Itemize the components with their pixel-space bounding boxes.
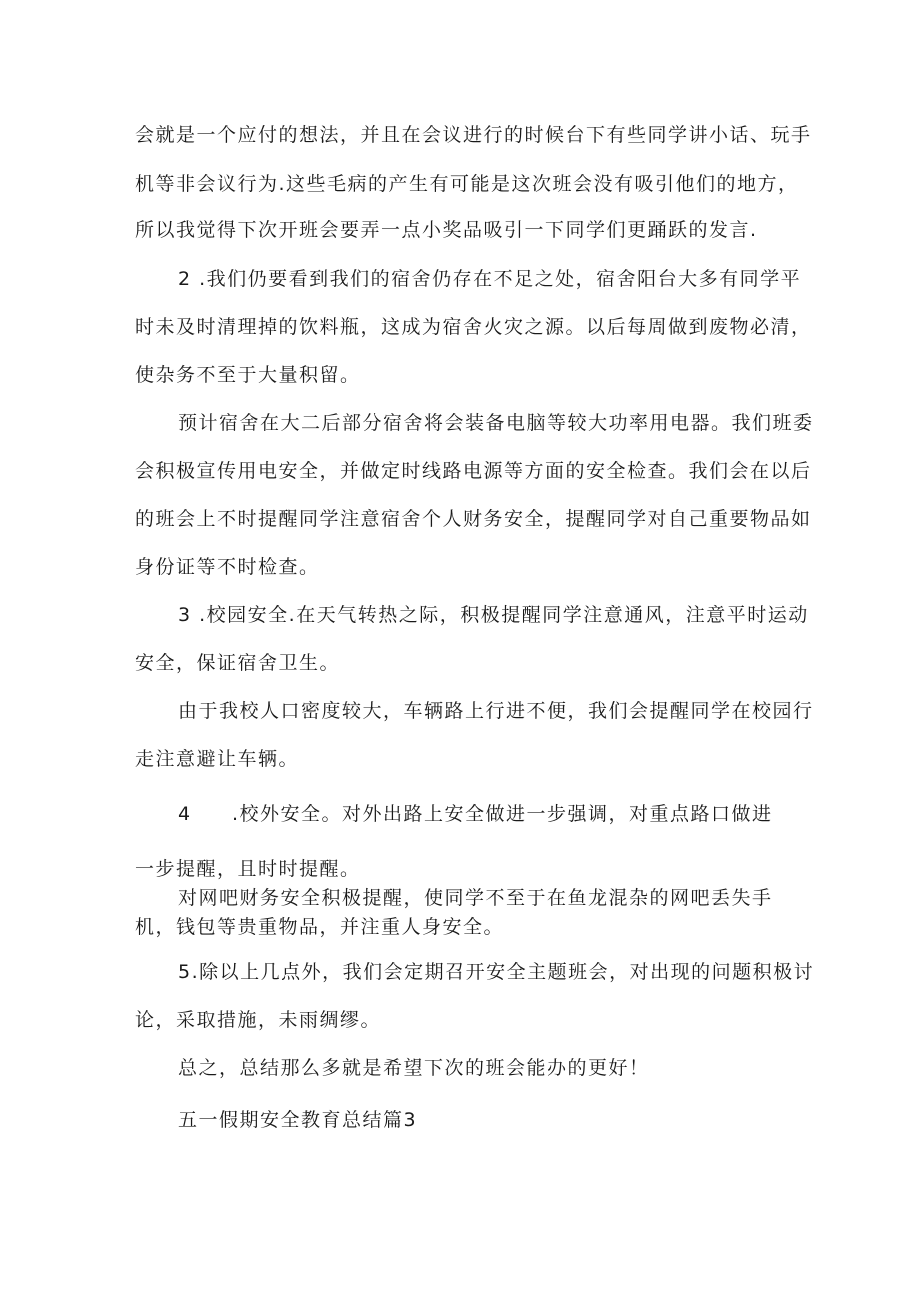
section-heading: 五一假期安全教育总结篇3 [178, 1109, 418, 1131]
p5-line1: 由于我校人口密度较大，车辆路上行进不便，我们会提醒同学在校园行 [178, 700, 814, 722]
p4-line1-text: .校园安全.在天气转热之际，积极提醒同学注意通风，注意平时运动 [199, 604, 809, 626]
p3-line3: 的班会上不时提醒同学注意宿舍个人财务安全，提醒同学对自己重要物品如 [135, 508, 812, 530]
p6-line2: 一步提醒，且时时提醒。 [135, 858, 361, 880]
p4-line1 [178, 603, 809, 627]
p6-line1: .校外安全。对外出路上安全做进一步强调，对重点路口做进 [232, 803, 773, 825]
p1-line3: 所以我觉得下次开班会要弄一点小奖品吸引一下同学们更踊跃的发言. [135, 219, 758, 241]
p4-number: 3 [178, 604, 192, 626]
p2-line1-text: .我们仍要看到我们的宿舍仍存在不足之处，宿舍阳台大多有同学平 [199, 268, 802, 290]
p7-line1: 对网吧财务安全积极提醒，使同学不至于在鱼龙混杂的网吧丢失手 [178, 887, 773, 909]
p2-line3: 使杂务不至于大量积留。 [135, 364, 361, 386]
p8-line2: 论，采取措施，未雨绸缪。 [135, 1009, 382, 1031]
p3-line2: 会积极宣传用电安全，并做定时线路电源等方面的安全检查。我们会在以后 [135, 460, 812, 482]
p3-line1: 预计宿舍在大二后部分宿舍将会装备电脑等较大功率用电器。我们班委 [178, 412, 814, 434]
p9-line1: 总之，总结那么多就是希望下次的班会能办的更好！ [178, 1057, 650, 1079]
p2-line1 [178, 267, 801, 291]
p1-line1: 会就是一个应付的想法，并且在会议进行的时候台下有些同学讲小话、玩手 [135, 124, 812, 146]
p1-line2: 机等非会议行为.这些毛病的产生有可能是这次班会没有吸引他们的地方， [135, 173, 799, 195]
p4-line2: 安全，保证宿舍卫生。 [135, 652, 341, 674]
p7-line2: 机，钱包等贵重物品，并注重人身安全。 [135, 916, 505, 938]
p6-number: 4 [178, 803, 192, 825]
p2-number: 2 [178, 268, 192, 290]
p3-line4: 身份证等不时检查。 [135, 556, 320, 578]
p8-line1: 5.除以上几点外，我们会定期召开安全主题班会，对出现的问题积极讨 [178, 961, 815, 983]
p5-line2: 走注意避让车辆。 [135, 748, 300, 770]
p2-line2: 时未及时清理掉的饮料瓶，这成为宿舍火灾之源。以后每周做到废物必清， [135, 316, 812, 338]
